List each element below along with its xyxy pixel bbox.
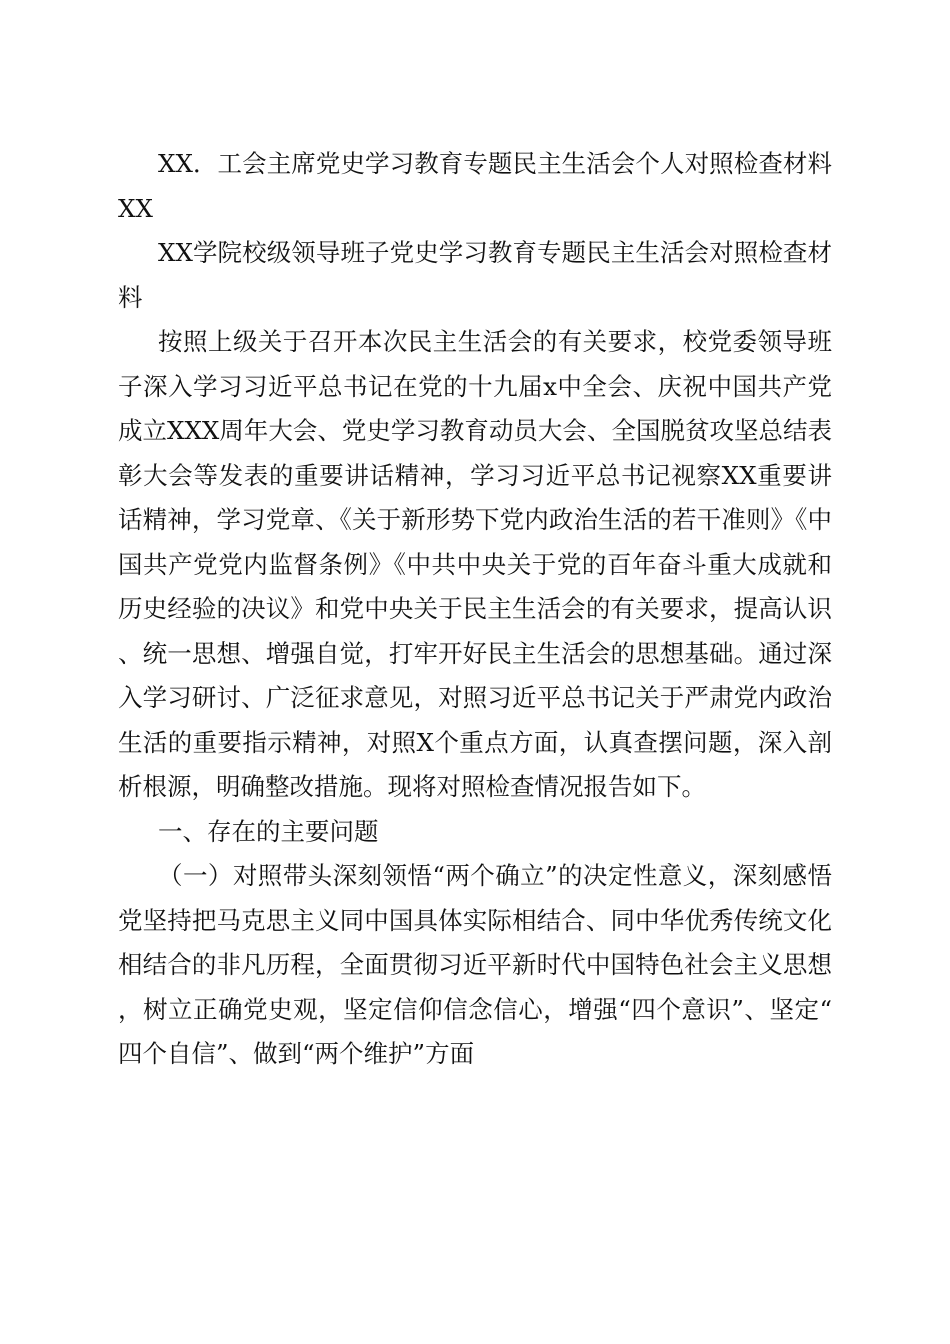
document-title-1: XX．工会主席党史学习教育专题民主生活会个人对照检查材料XX — [118, 149, 832, 223]
subsection-paragraph-1: （一）对照带头深刻领悟“两个确立”的决定性意义，深刻感悟党坚持把马克思主义同中国具体实际相结合、同中华优秀传统文化相结合的非凡历程，全面贯彻习近平新时代中国特色社会主义思想，树立正确党史观，坚定信仰信念信心，增强“四个意识”、坚定“四个自信”、做到“两个维护”方面 — [118, 861, 832, 1068]
document-page — [118, 142, 832, 1077]
section-heading-main-problems: 一、存在的主要问题 — [158, 816, 379, 846]
intro-paragraph: 按照上级关于召开本次民主生活会的有关要求，校党委领导班子深入学习习近平总书记在党的十九届x中全会、庆祝中国共产党成立XXX周年大会、党史学习教育动员大会、全国脱贫攻坚总结表彰大会等发表的重要讲话精神，学习习近平总书记视察XX重要讲话精神，学习党章、《关于新形势下党内政治生活的若干准则》《中国共产党党内监督条例》《中共中央关于党的百年奋斗重大成就和历史经验的决议》和党中央关于民主生活会的有关要求，提高认识、统一思想、增强自觉，打牢开好民主生活会的思想基础。通过深入学习研讨、广泛征求意见，对照习近平总书记关于严肃党内政治生活的重要指示精神，对照X个重点方面，认真查摆问题，深入剖析根源，明确整改措施。现将对照检查情况报告如下。 — [118, 327, 832, 801]
document-title-2: XX学院校级领导班子党史学习教育专题民主生活会对照检查材料 — [118, 238, 832, 312]
